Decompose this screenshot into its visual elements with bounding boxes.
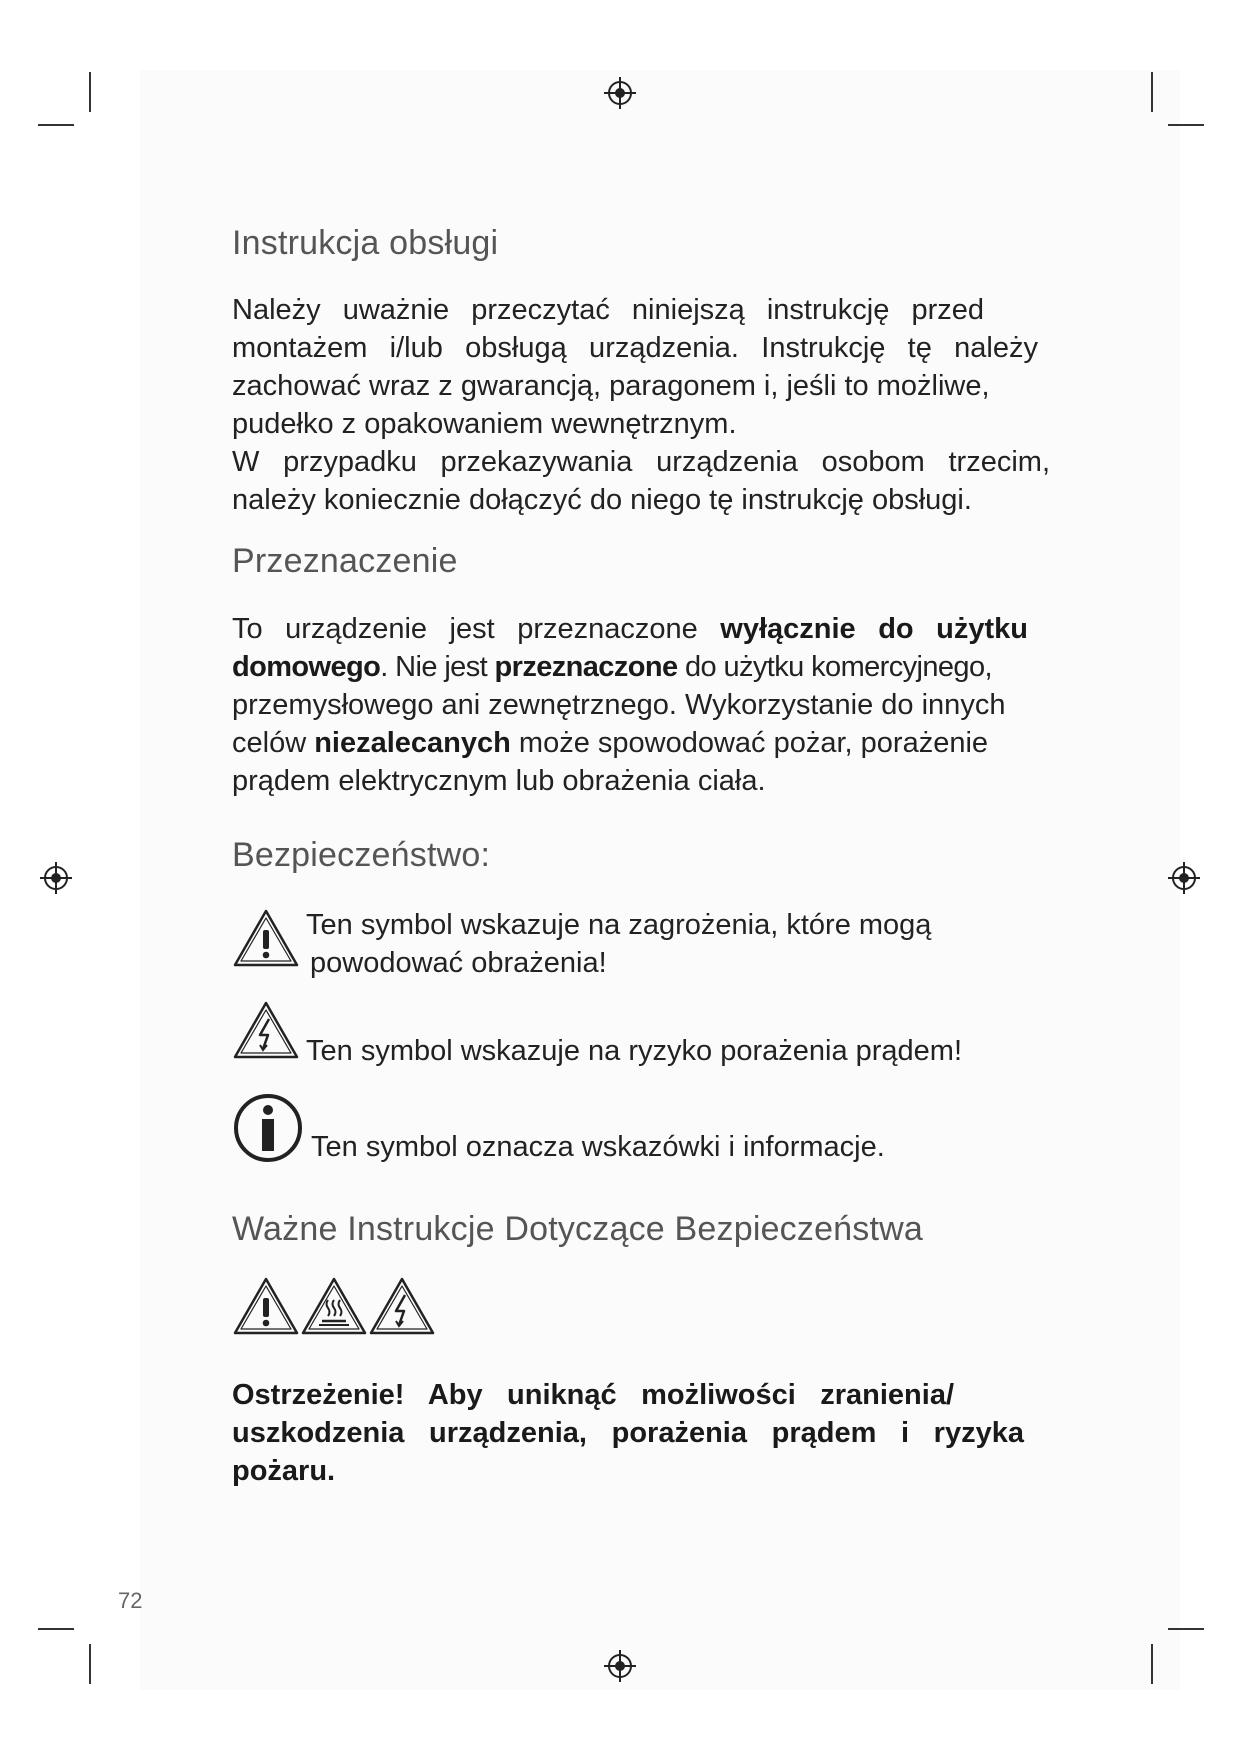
text-span: To urządzenie jest przeznaczone	[232, 613, 721, 645]
symbol-description: Ten symbol oznacza wskazówki i informacje.	[311, 1131, 885, 1163]
text-line: przemysłowego ani zewnętrznego. Wykorzystanie do innych	[232, 689, 1006, 721]
bold-text: niezalecanych	[314, 727, 511, 759]
warning-paragraph	[232, 1376, 1032, 1490]
safety-symbol-row	[232, 1000, 1032, 1070]
text-span: . Nie jest	[380, 651, 495, 683]
crop-mark	[89, 72, 91, 112]
hot-surface-icon	[300, 1276, 368, 1336]
registration-mark-icon	[40, 862, 72, 894]
text-line: Ostrzeżenie! Aby uniknąć możliwości zranienia/	[232, 1379, 954, 1411]
crop-mark	[38, 1628, 74, 1630]
symbol-description: Ten symbol wskazuje na ryzyko porażenia prądem!	[306, 1035, 963, 1067]
text-line	[232, 610, 1028, 648]
text-line: prądem elektrycznym lub obrażenia ciała.	[232, 765, 766, 797]
bold-text: przeznaczone	[494, 651, 678, 683]
text-span: celów	[232, 727, 315, 759]
registration-mark-icon	[604, 1650, 636, 1682]
hazard-icons	[232, 1276, 442, 1338]
crop-mark	[1168, 1628, 1204, 1630]
text-line: montażem i/lub obsługą urządzenia. Instrukcję tę należy	[232, 332, 1038, 364]
heading-instructions: Instrukcja obsługi	[232, 224, 499, 262]
symbol-description: powodować obrażenia!	[310, 947, 607, 979]
crop-mark	[1151, 72, 1153, 112]
heading-purpose: Przeznaczenie	[232, 542, 458, 580]
crop-mark	[1151, 1644, 1153, 1684]
text-line: zachować wraz z gwarancją, paragonem i, jeśli to możliwe,	[232, 370, 990, 402]
symbol-description: Ten symbol wskazuje na zagrożenia, które mogą	[306, 909, 932, 941]
info-circle-icon	[232, 1092, 304, 1164]
warning-triangle-icon	[232, 1276, 300, 1336]
text-line: pożaru.	[232, 1455, 336, 1487]
purpose-paragraph	[232, 610, 1052, 800]
crop-mark	[1168, 124, 1204, 126]
crop-mark	[38, 124, 74, 126]
electric-shock-icon	[368, 1276, 436, 1336]
text-line: W przypadku przekazywania urządzenia osobom trzecim,	[232, 446, 1050, 478]
text-line	[232, 724, 1052, 762]
text-line: Należy uważnie przeczytać niniejszą instrukcję przed	[232, 294, 984, 326]
text-line: uszkodzenia urządzenia, porażenia prądem i ryzyka	[232, 1417, 1024, 1449]
safety-symbol-row	[232, 900, 1032, 980]
registration-mark-icon	[604, 77, 636, 109]
text-span: do użytku komercyjnego,	[677, 651, 992, 683]
page-number: 72	[118, 1588, 143, 1613]
registration-mark-icon	[1168, 862, 1200, 894]
instructions-paragraph	[232, 291, 1052, 519]
heading-safety: Bezpieczeństwo:	[232, 836, 491, 874]
text-line: pudełko z opakowaniem wewnętrznym.	[232, 408, 737, 440]
text-line	[232, 648, 1052, 686]
text-line: należy koniecznie dołączyć do niego tę instrukcję obsługi.	[232, 484, 972, 516]
heading-important-instructions: Ważne Instrukcje Dotyczące Bezpieczeństwa	[232, 1210, 924, 1248]
text-span: może spowodować pożar, porażenie	[510, 727, 989, 759]
electric-shock-icon	[232, 1000, 300, 1060]
safety-symbol-row	[232, 1092, 1032, 1172]
bold-text: wyłącznie do użytku	[720, 613, 1028, 645]
bold-text: domowego	[232, 651, 381, 683]
crop-mark	[89, 1644, 91, 1684]
warning-triangle-icon	[232, 908, 300, 968]
